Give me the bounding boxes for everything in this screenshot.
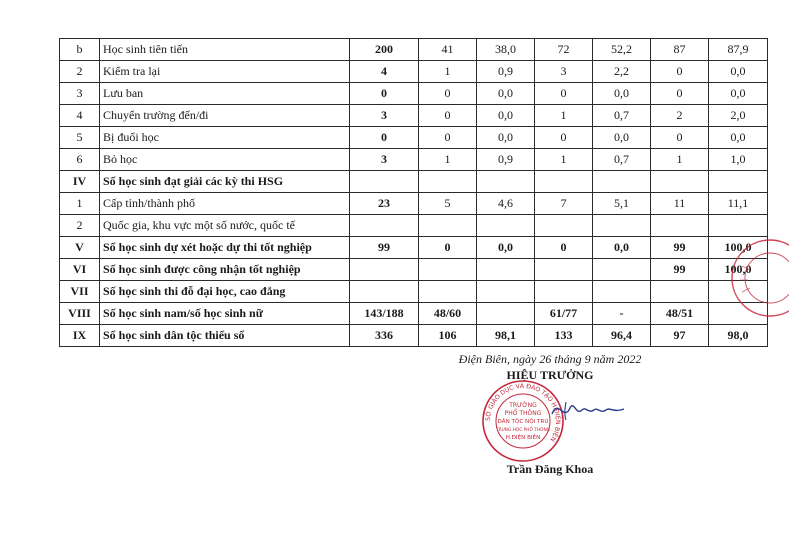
- cell-grade12-count: 97: [651, 325, 709, 347]
- row-number: IV: [60, 171, 100, 193]
- row-label: Số học sinh dự xét hoặc dự thi tốt nghiệp: [100, 237, 350, 259]
- cell-total: 99: [350, 237, 419, 259]
- cell-grade10-percent: 38,0: [477, 39, 535, 61]
- signer-name: Trần Đăng Khoa: [506, 462, 594, 476]
- table-row: [60, 303, 768, 325]
- cell-grade10-count: [419, 215, 477, 237]
- cell-grade10-percent: 0,0: [477, 105, 535, 127]
- cell-grade11-percent: 52,2: [593, 39, 651, 61]
- table-row: [60, 193, 768, 215]
- row-number: 1: [60, 193, 100, 215]
- cell-grade12-percent: 2,0: [709, 105, 768, 127]
- cell-grade10-percent: 0,9: [477, 61, 535, 83]
- table-row: [60, 325, 768, 347]
- cell-grade11-count: [535, 171, 593, 193]
- cell-total: [350, 171, 419, 193]
- row-label: Lưu ban: [100, 83, 350, 105]
- cell-grade11-count: 3: [535, 61, 593, 83]
- table-row: [60, 281, 768, 303]
- cell-grade12-count: [651, 171, 709, 193]
- seal-ring-text: SỞ GIÁO DỤC VÀ ĐÀO TẠO H.ĐIỆN BIÊN: [484, 382, 562, 443]
- cell-grade10-count: [419, 171, 477, 193]
- row-label: Bỏ học: [100, 149, 350, 171]
- table-row: [60, 83, 768, 105]
- cell-grade11-percent: 96,4: [593, 325, 651, 347]
- cell-total: [350, 259, 419, 281]
- cell-grade11-count: [535, 215, 593, 237]
- cell-grade10-percent: [477, 215, 535, 237]
- cell-grade11-count: 0: [535, 127, 593, 149]
- cell-grade12-percent: 1,0: [709, 149, 768, 171]
- cell-grade11-count: 133: [535, 325, 593, 347]
- cell-grade12-percent: 100,0: [709, 259, 768, 281]
- cell-grade11-count: 72: [535, 39, 593, 61]
- row-number: 2: [60, 61, 100, 83]
- row-number: VIII: [60, 303, 100, 325]
- cell-grade11-percent: [593, 171, 651, 193]
- cell-total: 0: [350, 127, 419, 149]
- table-row: [60, 259, 768, 281]
- cell-grade11-count: 1: [535, 105, 593, 127]
- row-label: Số học sinh đạt giải các kỳ thi HSG: [100, 171, 350, 193]
- row-number: IX: [60, 325, 100, 347]
- row-number: 5: [60, 127, 100, 149]
- row-label: Học sinh tiên tiến: [100, 39, 350, 61]
- row-number: VII: [60, 281, 100, 303]
- cell-total: 3: [350, 105, 419, 127]
- cell-grade10-percent: 98,1: [477, 325, 535, 347]
- cell-grade11-percent: [593, 259, 651, 281]
- cell-grade12-count: 1: [651, 149, 709, 171]
- cell-grade12-count: 87: [651, 39, 709, 61]
- cell-grade12-percent: 0,0: [709, 83, 768, 105]
- cell-grade12-count: 48/51: [651, 303, 709, 325]
- handwritten-signature: [548, 396, 628, 424]
- table-row: [60, 237, 768, 259]
- cell-total: 143/188: [350, 303, 419, 325]
- cell-grade10-percent: 0,0: [477, 127, 535, 149]
- cell-grade12-percent: 100,0: [709, 237, 768, 259]
- row-label: Kiểm tra lại: [100, 61, 350, 83]
- table-row: [60, 215, 768, 237]
- cell-grade11-percent: [593, 215, 651, 237]
- cell-grade10-percent: [477, 281, 535, 303]
- cell-grade10-count: 1: [419, 61, 477, 83]
- row-number: VI: [60, 259, 100, 281]
- cell-grade11-count: 0: [535, 83, 593, 105]
- cell-grade11-percent: 5,1: [593, 193, 651, 215]
- cell-grade12-percent: 11,1: [709, 193, 768, 215]
- cell-total: 336: [350, 325, 419, 347]
- cell-grade10-count: 41: [419, 39, 477, 61]
- cell-grade10-percent: 0,9: [477, 149, 535, 171]
- seal-line-1: TRƯỜNG: [509, 402, 537, 409]
- cell-grade10-percent: 4,6: [477, 193, 535, 215]
- cell-grade10-percent: 0,0: [477, 237, 535, 259]
- cell-grade11-count: 61/77: [535, 303, 593, 325]
- cell-grade11-percent: [593, 281, 651, 303]
- cell-grade10-count: [419, 281, 477, 303]
- cell-grade10-count: 48/60: [419, 303, 477, 325]
- cell-grade10-count: 106: [419, 325, 477, 347]
- cell-grade11-percent: 2,2: [593, 61, 651, 83]
- cell-total: 3: [350, 149, 419, 171]
- cell-grade12-count: [651, 215, 709, 237]
- row-label: Chuyển trường đến/đi: [100, 105, 350, 127]
- report-table: [59, 38, 768, 347]
- row-label: Cấp tỉnh/thành phố: [100, 193, 350, 215]
- cell-grade10-count: [419, 259, 477, 281]
- cell-grade12-count: 11: [651, 193, 709, 215]
- cell-grade12-percent: [709, 171, 768, 193]
- cell-grade12-count: 99: [651, 259, 709, 281]
- cell-grade11-percent: 0,0: [593, 237, 651, 259]
- seal-line-2: PHỔ THÔNG: [504, 410, 542, 417]
- table-row: [60, 149, 768, 171]
- cell-grade11-count: 1: [535, 149, 593, 171]
- cell-grade11-percent: 0,7: [593, 105, 651, 127]
- row-label: Quốc gia, khu vực một số nước, quốc tế: [100, 215, 350, 237]
- cell-grade10-count: 0: [419, 83, 477, 105]
- row-number: V: [60, 237, 100, 259]
- cell-grade12-count: [651, 281, 709, 303]
- signer-role: HIỆU TRƯỞNG: [506, 368, 594, 382]
- row-number: 3: [60, 83, 100, 105]
- seal-line-4: TRUNG HỌC PHỔ THÔNG: [496, 428, 550, 433]
- cell-total: 23: [350, 193, 419, 215]
- cell-grade10-percent: [477, 171, 535, 193]
- cell-grade11-count: [535, 281, 593, 303]
- cell-grade10-count: 5: [419, 193, 477, 215]
- cell-grade12-percent: 98,0: [709, 325, 768, 347]
- place-date: Điện Biên, ngày 26 tháng 9 năm 2022: [458, 352, 642, 366]
- row-label: Số học sinh được công nhận tốt nghiệp: [100, 259, 350, 281]
- row-number: 2: [60, 215, 100, 237]
- table-row: [60, 105, 768, 127]
- cell-grade12-count: 2: [651, 105, 709, 127]
- row-label: Số học sinh thi đỗ đại học, cao đẳng: [100, 281, 350, 303]
- cell-total: 0: [350, 83, 419, 105]
- cell-grade11-percent: 0,0: [593, 127, 651, 149]
- cell-grade12-count: 0: [651, 127, 709, 149]
- row-label: Số học sinh nam/số học sinh nữ: [100, 303, 350, 325]
- cell-grade10-percent: 0,0: [477, 83, 535, 105]
- row-label: Số học sinh dân tộc thiểu số: [100, 325, 350, 347]
- row-number: b: [60, 39, 100, 61]
- cell-grade10-count: 0: [419, 127, 477, 149]
- cell-grade10-percent: [477, 303, 535, 325]
- table-row: [60, 39, 768, 61]
- cell-grade12-percent: 0,0: [709, 61, 768, 83]
- cell-grade10-count: 0: [419, 237, 477, 259]
- seal-line-3: DÂN TỘC NỘI TRÚ: [497, 419, 549, 425]
- cell-total: 4: [350, 61, 419, 83]
- cell-grade12-count: 99: [651, 237, 709, 259]
- cell-grade11-count: 0: [535, 237, 593, 259]
- row-number: 4: [60, 105, 100, 127]
- cell-grade11-count: [535, 259, 593, 281]
- cell-grade11-percent: 0,7: [593, 149, 651, 171]
- cell-grade12-count: 0: [651, 61, 709, 83]
- cell-total: [350, 215, 419, 237]
- cell-total: [350, 281, 419, 303]
- cell-grade10-count: 0: [419, 105, 477, 127]
- cell-grade12-percent: 0,0: [709, 127, 768, 149]
- cell-grade11-count: 7: [535, 193, 593, 215]
- cell-grade10-count: 1: [419, 149, 477, 171]
- cell-grade10-percent: [477, 259, 535, 281]
- cell-grade11-percent: -: [593, 303, 651, 325]
- cell-grade12-percent: 87,9: [709, 39, 768, 61]
- table-row: [60, 61, 768, 83]
- table-row: [60, 171, 768, 193]
- cell-grade12-count: 0: [651, 83, 709, 105]
- cell-grade11-percent: 0,0: [593, 83, 651, 105]
- cell-grade12-percent: [709, 215, 768, 237]
- row-label: Bị đuổi học: [100, 127, 350, 149]
- row-number: 6: [60, 149, 100, 171]
- table-row: [60, 127, 768, 149]
- seal-line-5: H.ĐIỆN BIÊN: [505, 435, 541, 441]
- edge-stamp: [728, 236, 789, 320]
- cell-total: 200: [350, 39, 419, 61]
